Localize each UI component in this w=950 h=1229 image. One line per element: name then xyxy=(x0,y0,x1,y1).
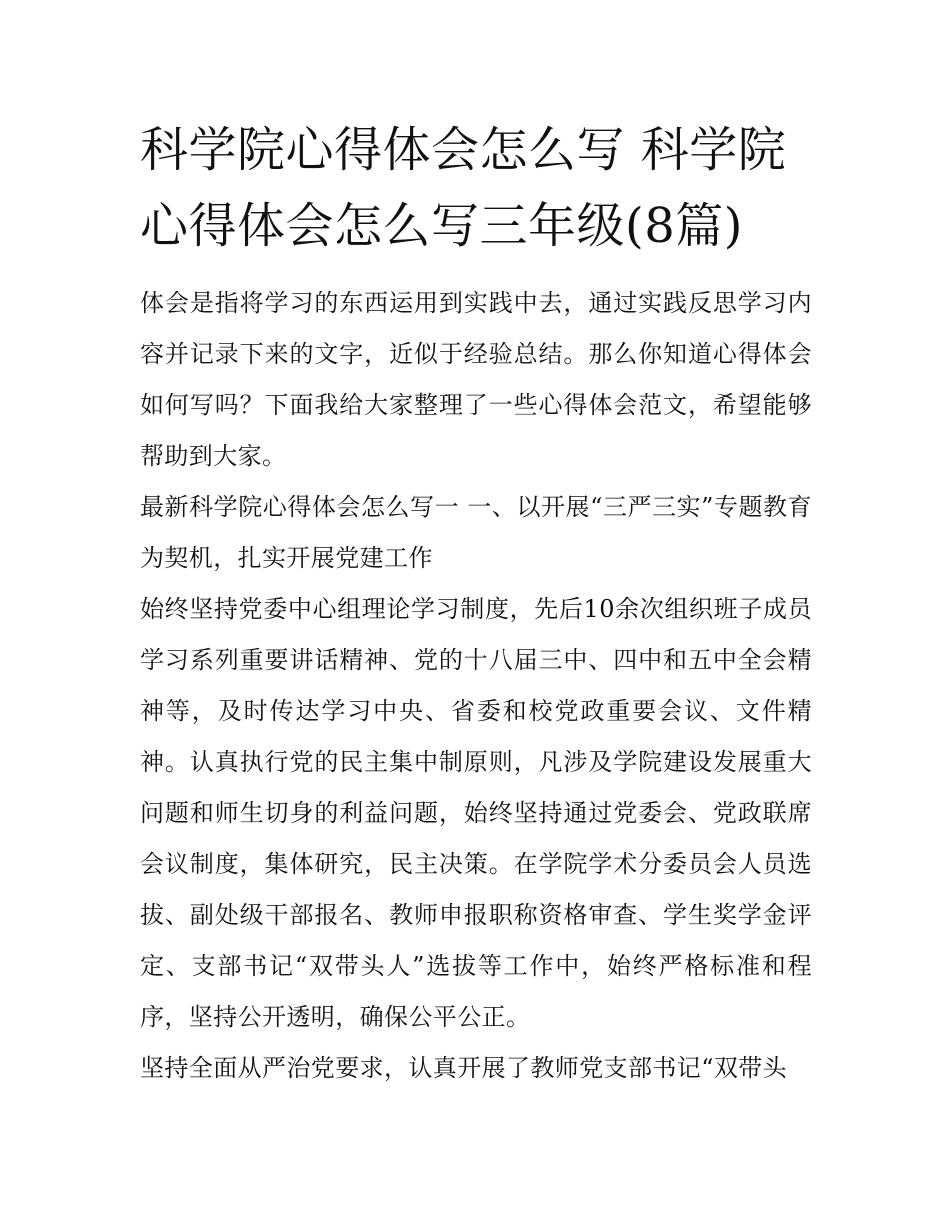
body-paragraph-continued: 坚持全面从严治党要求，认真开展了教师党支部书记“双带头 xyxy=(140,1054,788,1082)
body-paragraph: 始终坚持党委中心组理论学习制度，先后10余次组织班子成员学习系列重要讲话精神、党的十八届三中、四中和五中全会精神等，及时传达学习中央、省委和校党政重要会议、文件精神。认真执行党的民主集中制原则，凡涉及学院建设发展重大问题和师生切身的利益问题，始终坚持通过党委会、党政联席会议制度，集体研究，民主决策。在学院学术分委员会人员选拔、副处级干部报名、教师申报职称资格审查、学生奖学金评定、支部书记“双带头人”选拔等工作中，始终严格标准和程序，坚持公开透明，确保公平公正。 xyxy=(140,595,812,1031)
document-body xyxy=(140,112,812,1094)
section-heading-paragraph: 最新科学院心得体会怎么写一 一、以开展“三严三实”专题教育为契机，扎实开展党建工作 xyxy=(140,493,812,572)
document-title: 科学院心得体会怎么写 科学院心得体会怎么写三年级(8篇) xyxy=(140,122,787,254)
intro-paragraph: 体会是指将学习的东西运用到实践中去，通过实践反思学习内容并记录下来的文字，近似于经验总结。那么你知道心得体会如何写吗？下面我给大家整理了一些心得体会范文，希望能够帮助到大家。 xyxy=(140,289,812,470)
